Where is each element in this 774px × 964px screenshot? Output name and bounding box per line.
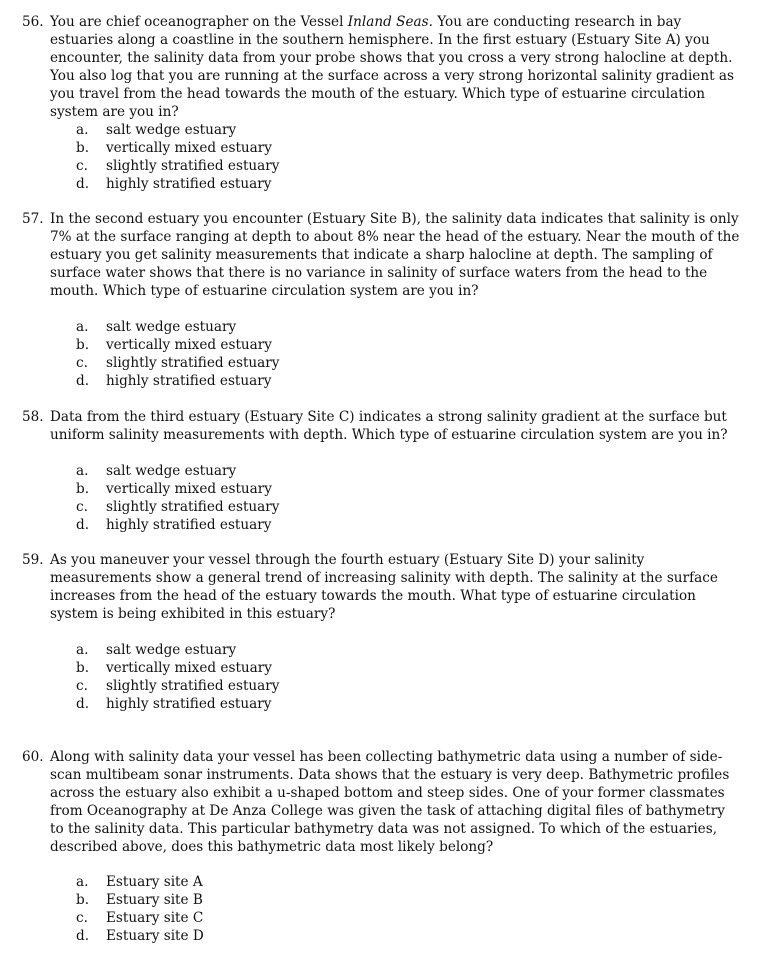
question-text: In the second estuary you encounter (Estuary Site B), the salinity data indicates that salinity is only 7% at the surface ranging at depth to about 8% near the head of the estuary. Near the mouth of the estuary you get salinity measurements that indicate a sharp halocline at depth. The sampling of surface water shows that there is no variance in salinity of surface waters from the head to the mouth. Which type of estuarine circulation system are you in? [50,211,740,299]
answer-options-58 [76,462,279,534]
option-c[interactable]: c. slightly stratified estuary [76,678,280,694]
option-b[interactable]: b. vertically mixed estuary [76,660,272,676]
option-a[interactable]: a. salt wedge estuary [76,319,237,335]
question-number: 59. [22,552,44,568]
option-b[interactable]: b. vertically mixed estuary [76,481,272,497]
option-c[interactable]: c. slightly stratified estuary [76,158,280,174]
option-d[interactable]: d. highly stratified estuary [76,373,272,389]
option-a[interactable]: a. salt wedge estuary [76,122,237,138]
answer-options-59 [76,641,279,713]
answer-options-60 [76,873,204,945]
question-56 [22,13,742,121]
option-b[interactable]: b. Estuary site B [76,892,203,908]
question-57 [22,210,742,300]
option-c[interactable]: c. slightly stratified estuary [76,355,280,371]
option-d[interactable]: d. highly stratified estuary [76,696,272,712]
option-a[interactable]: a. Estuary site A [76,874,203,890]
question-text: As you maneuver your vessel through the fourth estuary (Estuary Site D) your salinity measurements show a general trend of increasing salinity with depth. The salinity at the surface increases from the head of the estuary towards the mouth. What type of estuarine circulation system is being exhibited in this estuary? [50,552,718,622]
question-58 [22,408,742,444]
option-d[interactable]: d. highly stratified estuary [76,176,272,192]
option-d[interactable]: d. highly stratified estuary [76,517,272,533]
question-60 [22,748,742,856]
option-d[interactable]: d. Estuary site D [76,928,204,944]
answer-options-56 [76,121,279,193]
question-number: 57. [22,211,44,227]
option-c[interactable]: c. Estuary site C [76,910,204,926]
answer-options-57 [76,318,279,390]
option-a[interactable]: a. salt wedge estuary [76,463,237,479]
question-text: Along with salinity data your vessel has been collecting bathymetric data using a number of side-scan multibeam sonar instruments. Data shows that the estuary is very deep. Bathymetric profiles across the estuary also exhibit a u-shaped bottom and steep sides. One of your former classmates from Oceanography at De Anza College was given the task of attaching digital files of bathymetry to the salinity data. This particular bathymetry data was not assigned. To which of the estuaries, described above, does this bathymetric data most likely belong? [50,749,730,855]
option-a[interactable]: a. salt wedge estuary [76,642,237,658]
option-c[interactable]: c. slightly stratified estuary [76,499,280,515]
question-number: 60. [22,749,44,765]
option-b[interactable]: b. vertically mixed estuary [76,337,272,353]
question-number: 58. [22,409,44,425]
question-text: You are chief oceanographer on the Vessel Inland Seas. You are conducting research in bay estuaries along a coastline in the southern hemisphere. In the first estuary (Estuary Site A) you encounter, the salinity data from your probe shows that you cross a very strong halocline at depth. You also log that you are running at the surface across a very strong horizontal salinity gradient as you travel from the head towards the mouth of the estuary. Which type of estuarine circulation system are you in? [50,14,734,120]
vessel-name: Inland Seas. [347,14,433,30]
option-b[interactable]: b. vertically mixed estuary [76,140,272,156]
question-59 [22,551,742,623]
question-number: 56. [22,14,44,30]
question-text: Data from the third estuary (Estuary Site C) indicates a strong salinity gradient at the surface but uniform salinity measurements with depth. Which type of estuarine circulation system are you in? [50,409,728,443]
